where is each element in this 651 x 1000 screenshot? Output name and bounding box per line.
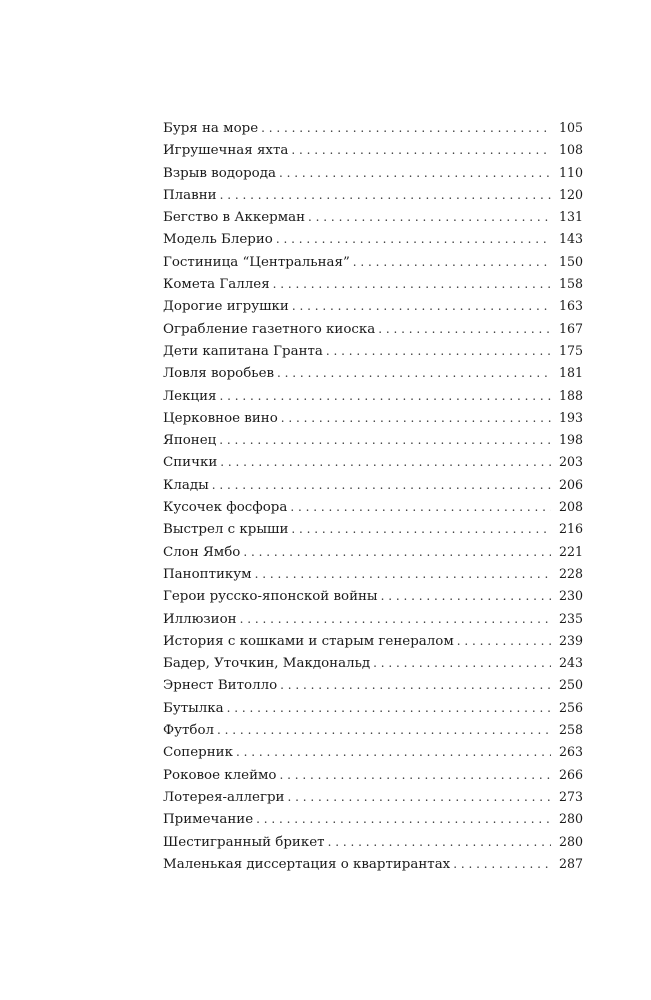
toc-entry-page: 105 [558, 120, 583, 135]
toc-entry[interactable] [163, 608, 583, 630]
toc-entry-page: 263 [558, 744, 583, 760]
dot-leader [240, 608, 551, 630]
dot-leader [292, 295, 551, 317]
toc-entry[interactable] [163, 853, 583, 875]
dot-leader [243, 541, 551, 563]
dot-leader [277, 362, 551, 384]
toc-entry-title: Гостиница “Центральная” [163, 254, 350, 270]
toc-entry[interactable] [163, 385, 583, 407]
toc-entry[interactable] [163, 407, 583, 429]
toc-entry-page: 206 [558, 476, 583, 492]
toc-entry-page: 158 [558, 276, 583, 292]
toc-entry[interactable] [163, 184, 583, 206]
toc-entry-page: 239 [558, 632, 583, 648]
dot-leader [353, 251, 551, 273]
toc-entry[interactable] [163, 496, 583, 518]
toc-entry-title: Роковое клеймо [163, 767, 277, 783]
toc-entry-title: Шестигранный брикет [163, 834, 325, 850]
toc-entry-page: 143 [558, 231, 583, 247]
toc-entry-page: 108 [558, 142, 583, 158]
toc-entry-page: 150 [558, 253, 583, 269]
toc-entry[interactable] [163, 273, 583, 295]
dot-leader [291, 139, 551, 161]
toc-entry-title: Модель Блерио [163, 232, 273, 248]
toc-entry-page: 230 [558, 588, 583, 604]
dot-leader [291, 518, 551, 540]
toc-entry-title: Футбол [163, 723, 215, 739]
toc-entry-title: Церковное вино [163, 410, 278, 426]
toc-entry[interactable] [163, 585, 583, 607]
toc-entry-title: Игрушечная яхта [163, 143, 289, 159]
toc-entry-title: Клады [163, 477, 209, 493]
toc-entry-title: Иллюзион [163, 611, 237, 627]
toc-entry-title: Взрыв водорода [163, 165, 276, 181]
dot-leader [279, 162, 551, 184]
toc-entry-page: 266 [558, 766, 583, 782]
toc-entry-page: 221 [558, 543, 583, 559]
dot-leader [281, 407, 551, 429]
toc-entry-page: 258 [558, 722, 583, 738]
dot-leader [255, 563, 551, 585]
toc-entry[interactable] [163, 362, 583, 384]
toc-entry[interactable] [163, 340, 583, 362]
dot-leader [280, 674, 551, 696]
toc-entry-page: 193 [558, 409, 583, 425]
toc-entry-title: Спички [163, 455, 218, 471]
toc-entry-page: 256 [558, 699, 583, 715]
toc-entry-title: Слон Ямбо [163, 544, 241, 560]
dot-leader [220, 451, 551, 473]
toc-entry[interactable] [163, 741, 583, 763]
toc-entry[interactable] [163, 451, 583, 473]
toc-entry-page: 120 [558, 186, 583, 202]
dot-leader [219, 429, 551, 451]
toc-entry-title: Лотерея-аллегри [163, 789, 285, 805]
dot-leader [326, 340, 551, 362]
dot-leader [328, 831, 551, 853]
toc-entry[interactable] [163, 786, 583, 808]
toc-entry-page: 163 [558, 298, 583, 314]
toc-entry-title: Комета Галлея [163, 277, 270, 293]
toc-entry-title: Паноптикум [163, 566, 252, 582]
toc-entry[interactable] [163, 251, 583, 273]
toc-entry-title: Плавни [163, 187, 217, 203]
toc-entry-page: 110 [558, 164, 583, 180]
toc-entry-page: 175 [558, 342, 583, 358]
dot-leader [276, 228, 551, 250]
toc-entry-page: 280 [558, 833, 583, 849]
toc-entry[interactable] [163, 563, 583, 585]
toc-entry-title: Дети капитана Гранта [163, 343, 323, 359]
dot-leader [290, 496, 551, 518]
toc-entry-page: 243 [558, 655, 583, 671]
toc-entry-title: Бадер, Уточкин, Макдональд [163, 656, 371, 672]
toc-entry-page: 228 [558, 565, 583, 581]
dot-leader [212, 474, 551, 496]
toc-entry[interactable] [163, 630, 583, 652]
dot-leader [381, 585, 551, 607]
dot-leader [217, 719, 551, 741]
dot-leader [287, 786, 551, 808]
toc-entry[interactable] [163, 808, 583, 830]
toc-entry[interactable] [163, 719, 583, 741]
toc-entry[interactable] [163, 541, 583, 563]
toc-entry[interactable] [163, 318, 583, 340]
toc-entry[interactable] [163, 652, 583, 674]
toc-entry-title: Выстрел с крыши [163, 522, 289, 538]
toc-entry-page: 131 [558, 209, 583, 225]
table-of-contents [163, 117, 583, 875]
toc-entry[interactable] [163, 697, 583, 719]
toc-entry-title: Бутылка [163, 700, 224, 716]
toc-entry[interactable] [163, 228, 583, 250]
toc-entry-page: 273 [558, 788, 583, 804]
dot-leader [378, 318, 551, 340]
toc-entry[interactable] [163, 206, 583, 228]
toc-entry[interactable] [163, 518, 583, 540]
toc-entry[interactable] [163, 764, 583, 786]
toc-entry-title: Ограбление газетного киоска [163, 321, 376, 337]
toc-entry-title: Герои русско-японской войны [163, 589, 378, 605]
dot-leader [256, 808, 551, 830]
toc-entry-page: 250 [558, 677, 583, 693]
toc-entry-title: Эрнест Витолло [163, 678, 278, 694]
toc-entry-page: 167 [558, 320, 583, 336]
toc-entry-title: Японец [163, 433, 217, 449]
toc-entry[interactable] [163, 429, 583, 451]
toc-entry-page: 203 [558, 454, 583, 470]
toc-entry[interactable] [163, 162, 583, 184]
toc-entry-page: 208 [558, 499, 583, 515]
dot-leader [220, 184, 551, 206]
toc-entry-page: 287 [558, 855, 583, 871]
dot-leader [373, 652, 551, 674]
dot-leader [308, 206, 551, 228]
dot-leader [280, 764, 552, 786]
toc-entry-page: 280 [558, 811, 583, 827]
toc-entry-title: История с кошками и старым генералом [163, 633, 454, 649]
toc-entry[interactable] [163, 117, 583, 139]
toc-entry-title: Бегство в Аккерман [163, 210, 306, 226]
toc-entry-title: Дорогие игрушки [163, 299, 289, 315]
toc-entry-page: 198 [558, 432, 583, 448]
toc-entry-title: Буря на море [163, 121, 259, 136]
toc-entry-title: Примечание [163, 812, 254, 828]
dot-leader [261, 117, 551, 139]
dot-leader [273, 273, 551, 295]
toc-entry[interactable] [163, 139, 583, 161]
toc-entry[interactable] [163, 474, 583, 496]
dot-leader [219, 385, 551, 407]
toc-entry-page: 181 [558, 365, 583, 381]
dot-leader [227, 697, 551, 719]
toc-entry-page: 188 [558, 387, 583, 403]
toc-entry-title: Кусочек фосфора [163, 500, 288, 516]
dot-leader [236, 741, 551, 763]
toc-entry-title: Лекция [163, 388, 217, 404]
dot-leader [457, 630, 551, 652]
toc-entry[interactable] [163, 831, 583, 853]
toc-entry-page: 235 [558, 610, 583, 626]
toc-entry-page: 216 [558, 521, 583, 537]
dot-leader [453, 853, 551, 875]
toc-entry[interactable] [163, 674, 583, 696]
toc-entry-title: Ловля воробьев [163, 366, 275, 382]
toc-entry-title: Маленькая диссертация о квартирантах [163, 856, 451, 872]
toc-entry-title: Соперник [163, 745, 233, 761]
toc-entry[interactable] [163, 295, 583, 317]
